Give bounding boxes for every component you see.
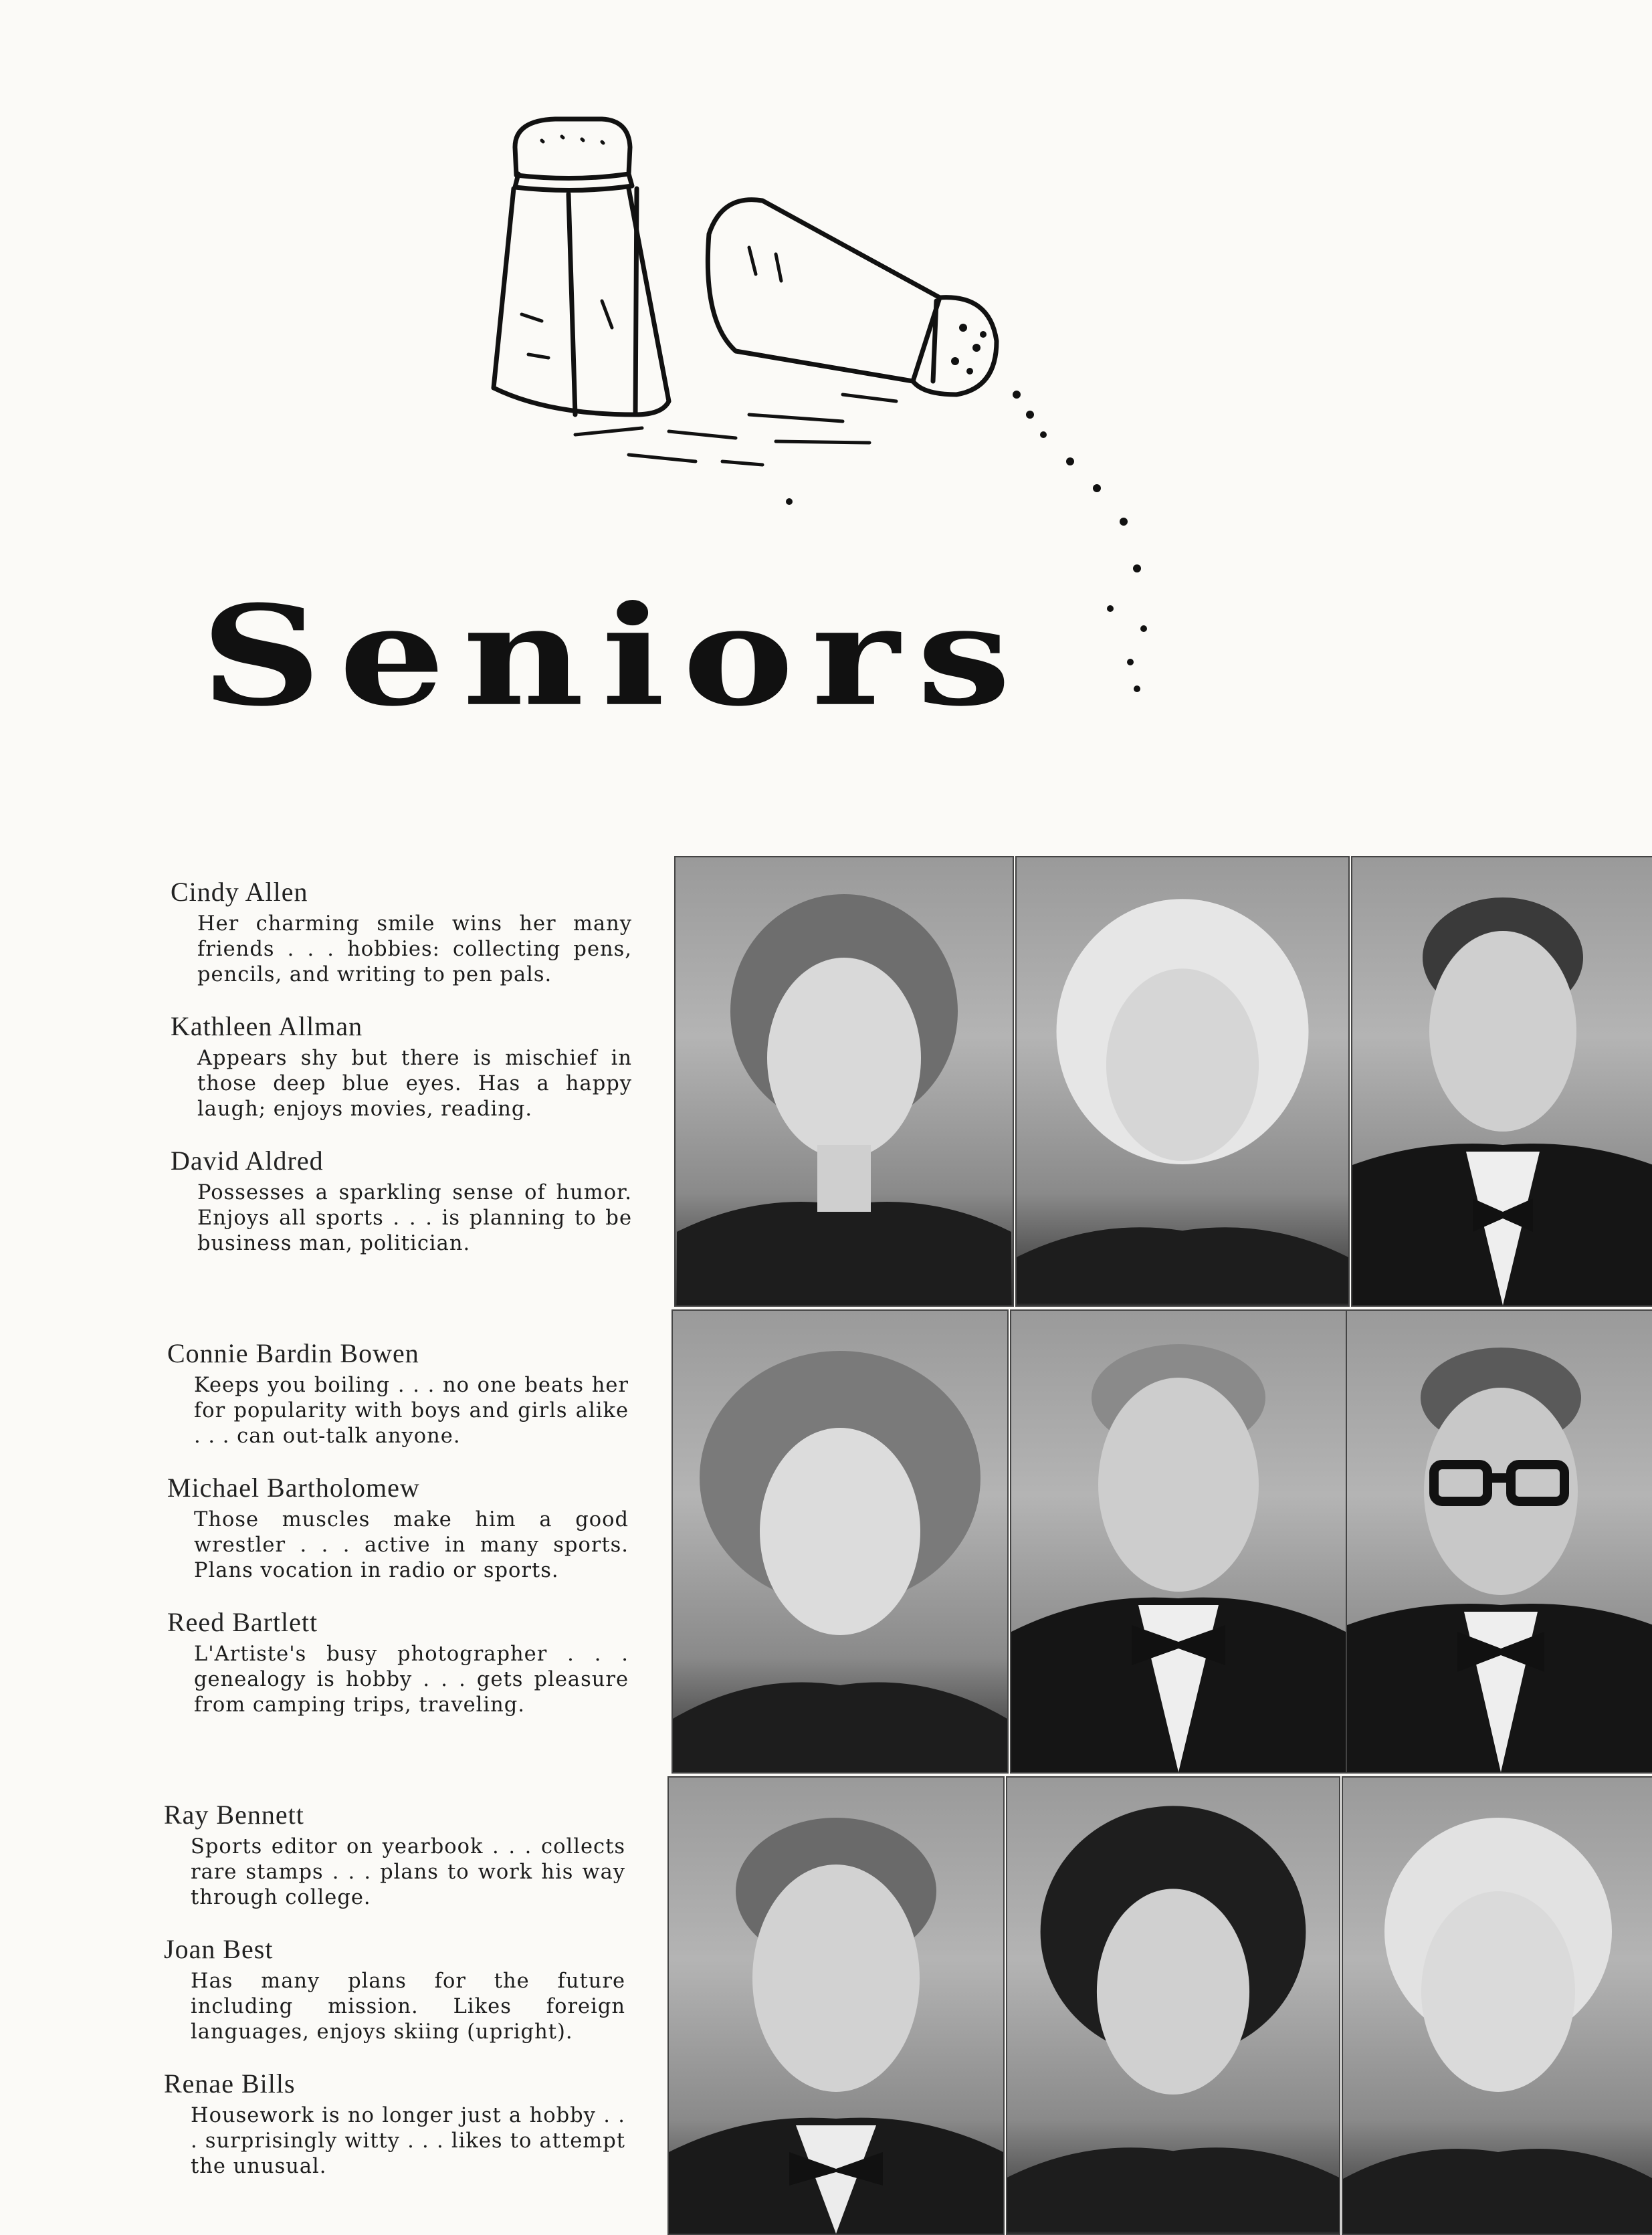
- senior-entry: [164, 1799, 625, 1911]
- senior-name: Connie Bardin Bowen: [167, 1338, 419, 1368]
- senior-bio: Appears shy but there is mischief in those deep blue eyes. Has a happy laugh; enjoys movies, reading.: [197, 1047, 632, 1121]
- portrait-photo: [672, 1309, 1009, 1774]
- portrait-photo: [667, 1776, 1005, 2235]
- senior-name: Cindy Allen: [171, 877, 308, 907]
- senior-bio: Her charming smile wins her many friends . . . hobbies: collecting pens, pencils, and writing to pen pals.: [197, 912, 632, 986]
- senior-entry: [167, 1472, 629, 1584]
- senior-bio: Keeps you boiling . . . no one beats her for popularity with boys and girls alike . . . can out-talk anyone.: [194, 1374, 629, 1448]
- senior-entry: [167, 1338, 629, 1449]
- senior-name: Ray Bennett: [164, 1800, 304, 1830]
- portrait-photo: [1010, 1309, 1347, 1774]
- senior-name: Reed Bartlett: [167, 1607, 318, 1637]
- senior-bio: L'Artiste's busy photographer . . . genealogy is hobby . . . gets pleasure from camping trips, traveling.: [194, 1642, 629, 1717]
- senior-name: Michael Bartholomew: [167, 1473, 420, 1503]
- senior-entry: [171, 876, 632, 988]
- senior-name: Kathleen Allman: [171, 1011, 363, 1041]
- senior-name: Renae Bills: [164, 2068, 296, 2099]
- senior-bio: Sports editor on yearbook . . . collects rare stamps . . . plans to work his way through college.: [191, 1835, 625, 1909]
- senior-entry: [171, 1145, 632, 1257]
- senior-bio: Housework is no longer just a hobby . . . surprisingly witty . . . likes to attempt the unusual.: [191, 2104, 625, 2178]
- senior-bio: Possesses a sparkling sense of humor. Enjoys all sports . . . is planning to be business man, politician.: [197, 1181, 632, 1255]
- portrait-photo: [674, 856, 1014, 1307]
- senior-entry: [164, 2068, 625, 2179]
- senior-bio: Those muscles make him a good wrestler . . . active in many sports. Plans vocation in radio or sports.: [194, 1508, 629, 1582]
- senior-name: David Aldred: [171, 1146, 324, 1176]
- senior-bio-group-1: [171, 876, 632, 1279]
- page-title: Seniors: [201, 575, 1029, 737]
- portrait-photo: [1346, 1309, 1652, 1774]
- senior-entry: [164, 1933, 625, 2045]
- portrait-photo: [1351, 856, 1652, 1307]
- senior-bio: Has many plans for the future including mission. Likes foreign languages, enjoys skiing (upright).: [191, 1970, 625, 2044]
- senior-entry: [167, 1606, 629, 1718]
- portrait-photo: [1006, 1776, 1340, 2235]
- senior-entry: [171, 1010, 632, 1122]
- senior-name: Joan Best: [164, 1934, 274, 1964]
- portrait-photo: [1015, 856, 1350, 1307]
- senior-bio-group-2: [167, 1338, 629, 1741]
- portrait-photo: [1342, 1776, 1652, 2235]
- portrait-girl-curly-hair: [676, 857, 1013, 1305]
- senior-bio-group-3: [164, 1799, 625, 2202]
